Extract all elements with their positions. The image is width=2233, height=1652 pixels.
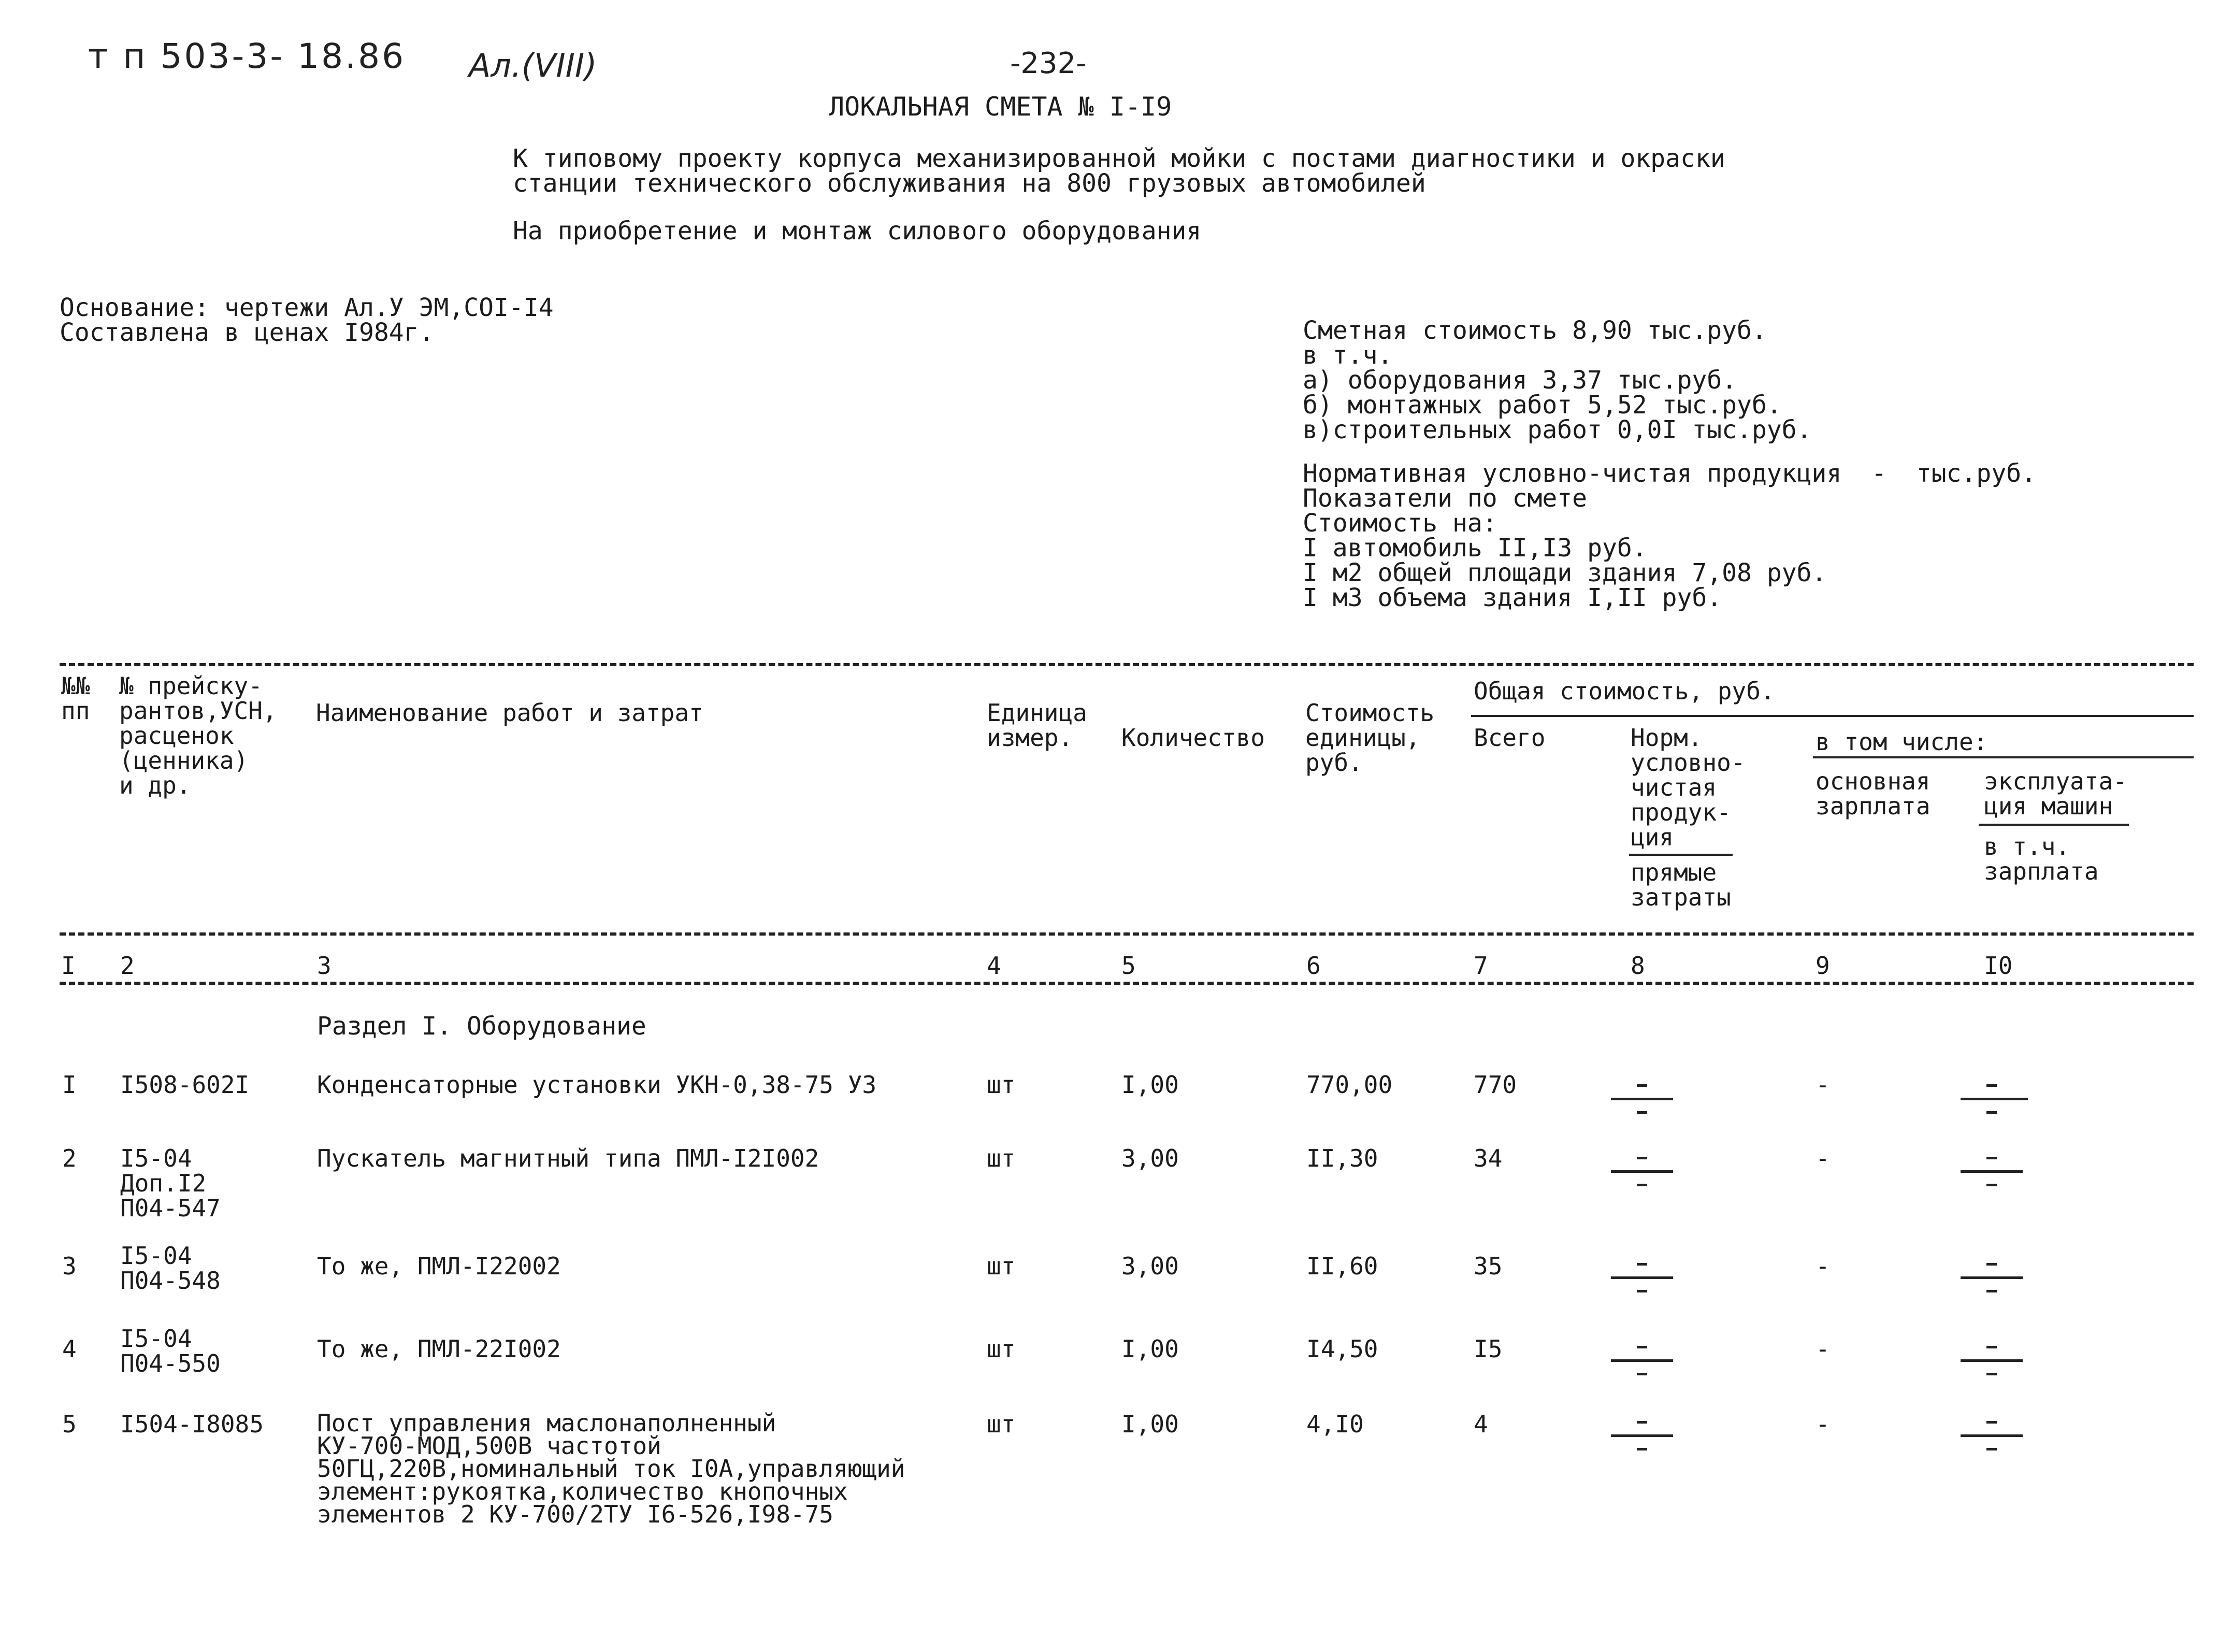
row-name: То же, ПМЛ-22I002: [317, 1335, 561, 1363]
machine-dash-fraction: [1961, 1417, 2023, 1458]
row-number: I: [62, 1071, 77, 1099]
row-quantity: 3,00: [1121, 1144, 1179, 1172]
row-quantity: I,00: [1121, 1335, 1179, 1363]
header-base-salary: основная зарплата: [1816, 767, 1931, 820]
row-unit-cost: II,60: [1306, 1252, 1378, 1280]
net-product-dash-fraction: [1611, 1342, 1673, 1383]
indicator-line: Нормативная условно-чистая продукция - тыс.руб.: [1303, 459, 2037, 488]
row-base-salary: -: [1816, 1071, 1830, 1099]
machine-dash-fraction: [1961, 1259, 2023, 1300]
machine-dash-fraction: [1961, 1153, 2023, 1194]
machine-dash-fraction: [1961, 1342, 2023, 1383]
header-machine-operation: эксплуата- ция машин: [1984, 767, 2127, 820]
row-name: То же, ПМЛ-I22002: [317, 1252, 561, 1280]
header-bottom-rule: [60, 932, 2194, 936]
row-unit-cost: II,30: [1306, 1144, 1378, 1172]
section-title: Раздел I. Оборудование: [317, 1012, 646, 1041]
row-code: I5-04 Доп.I2 П04-547: [120, 1144, 221, 1222]
header-incl-salary: в т.ч. зарплата: [1984, 832, 2099, 885]
row-name: Конденсаторные установки УКН-0,38-75 УЗ: [317, 1071, 877, 1099]
row-quantity: I,00: [1121, 1071, 1179, 1099]
row-code: I508-602I: [120, 1071, 250, 1099]
row-unit-cost: 4,I0: [1306, 1410, 1364, 1438]
header-price-ref: № прейску- рантов,УСН, расценок (ценника) и др.: [119, 672, 277, 799]
header-net-product: Норм. условно- чистая продук- ция: [1631, 724, 1746, 851]
row-name: Пост управления маслонаполненный КУ-700-МОД,500В частотой 50ГЦ,220В,номинальный ток I0А,управляющий элемент:рукоятка,количество кнопочных элементов 2 КУ-700/2ТУ I6-526,I98-75: [317, 1409, 905, 1528]
table-top-rule: [60, 663, 2194, 666]
summary-line: а) оборудования 3,37 тыс.руб.: [1303, 366, 1737, 395]
net-product-dash-fraction: [1611, 1417, 1673, 1458]
header-row-number: №№ пп: [61, 672, 90, 725]
indicator-line: I м2 общей площади здания 7,08 руб.: [1303, 558, 1827, 587]
document-code: т п 503-3- 18.86: [88, 36, 406, 76]
album-number: Ал.(VIII): [469, 47, 597, 84]
row-code: I5-04 П04-548: [120, 1242, 221, 1295]
row-base-salary: -: [1816, 1144, 1830, 1172]
subtitle-line-1: К типовому проекту корпуса механизированной мойки с постами диагностики и окраски: [513, 144, 1725, 173]
incl-group-rule: [1813, 756, 2194, 758]
column-number: 7: [1474, 952, 1488, 980]
row-unit: шт: [987, 1335, 1016, 1363]
row-code: I504-I8085: [120, 1410, 264, 1438]
row-total: 35: [1474, 1252, 1503, 1280]
estimate-title: ЛОКАЛЬНАЯ СМЕТА № I-I9: [829, 92, 1172, 122]
header-incl-group: в том числе:: [1816, 728, 1988, 756]
net-product-dash-fraction: [1611, 1153, 1673, 1194]
row-total: I5: [1474, 1335, 1503, 1363]
row-number: 3: [62, 1252, 77, 1280]
row-code: I5-04 П04-550: [120, 1325, 221, 1377]
indicator-line: Показатели по смете: [1303, 484, 1588, 513]
row-total: 4: [1474, 1410, 1488, 1438]
row-unit: шт: [987, 1144, 1016, 1172]
summary-line: в т.ч.: [1303, 341, 1393, 370]
header-total: Всего: [1474, 724, 1546, 752]
column-number: I: [61, 952, 76, 980]
column-number-rule: [60, 982, 2194, 985]
indicator-line: Стоимость на:: [1303, 509, 1497, 538]
subtitle-line-2: станции технического обслуживания на 800 грузовых автомобилей: [513, 169, 1426, 198]
summary-line: в)строительных работ 0,0I тыс.руб.: [1303, 415, 1812, 444]
row-quantity: 3,00: [1121, 1252, 1179, 1280]
row-base-salary: -: [1816, 1410, 1830, 1438]
row-unit: шт: [987, 1252, 1016, 1280]
row-quantity: I,00: [1121, 1410, 1179, 1438]
column-number: 8: [1631, 952, 1645, 980]
basis-line-1: Основание: чертежи Ал.У ЭМ,СОI-I4: [60, 293, 554, 322]
row-unit: шт: [987, 1410, 1016, 1438]
page-number: -232-: [1010, 47, 1087, 80]
row-total: 770: [1474, 1071, 1517, 1099]
machine-dash-fraction: [1961, 1080, 2023, 1122]
col10-split-rule: [1979, 824, 2129, 826]
column-number: 5: [1121, 952, 1136, 980]
row-name: Пускатель магнитный типа ПМЛ-I2I002: [317, 1144, 819, 1172]
col8-split-rule: [1629, 854, 1733, 856]
row-total: 34: [1474, 1144, 1503, 1172]
header-unit: Единица измер.: [987, 699, 1087, 752]
header-total-group: Общая стоимость, руб.: [1474, 677, 1775, 705]
column-number: 9: [1816, 952, 1830, 980]
summary-line: Сметная стоимость 8,90 тыс.руб.: [1303, 316, 1767, 345]
indicator-line: I автомобиль II,I3 руб.: [1303, 534, 1647, 563]
row-unit-cost: 770,00: [1306, 1071, 1393, 1099]
header-direct-costs: прямые затраты: [1631, 858, 1731, 911]
basis-line-2: Составлена в ценах I984г.: [60, 318, 434, 347]
column-number: I0: [1984, 952, 2013, 980]
header-quantity: Количество: [1121, 724, 1265, 752]
indicator-line: I м3 объема здания I,II руб.: [1303, 583, 1722, 612]
net-product-dash-fraction: [1611, 1080, 1673, 1122]
header-work-name: Наименование работ и затрат: [316, 699, 703, 727]
row-number: 5: [62, 1410, 77, 1438]
row-number: 2: [62, 1144, 77, 1172]
net-product-dash-fraction: [1611, 1259, 1673, 1300]
row-unit-cost: I4,50: [1306, 1335, 1378, 1363]
summary-line: б) монтажных работ 5,52 тыс.руб.: [1303, 391, 1782, 420]
total-group-rule: [1471, 715, 2194, 717]
header-unit-cost: Стоимость единицы, руб.: [1305, 699, 1435, 777]
column-number: 2: [120, 952, 135, 980]
column-number: 6: [1306, 952, 1321, 980]
column-number: 4: [987, 952, 1001, 980]
purpose-line: На приобретение и монтаж силового оборудования: [513, 217, 1202, 246]
row-base-salary: -: [1816, 1252, 1830, 1280]
row-number: 4: [62, 1335, 77, 1363]
row-base-salary: -: [1816, 1335, 1830, 1363]
row-unit: шт: [987, 1071, 1016, 1099]
column-number: 3: [317, 952, 332, 980]
